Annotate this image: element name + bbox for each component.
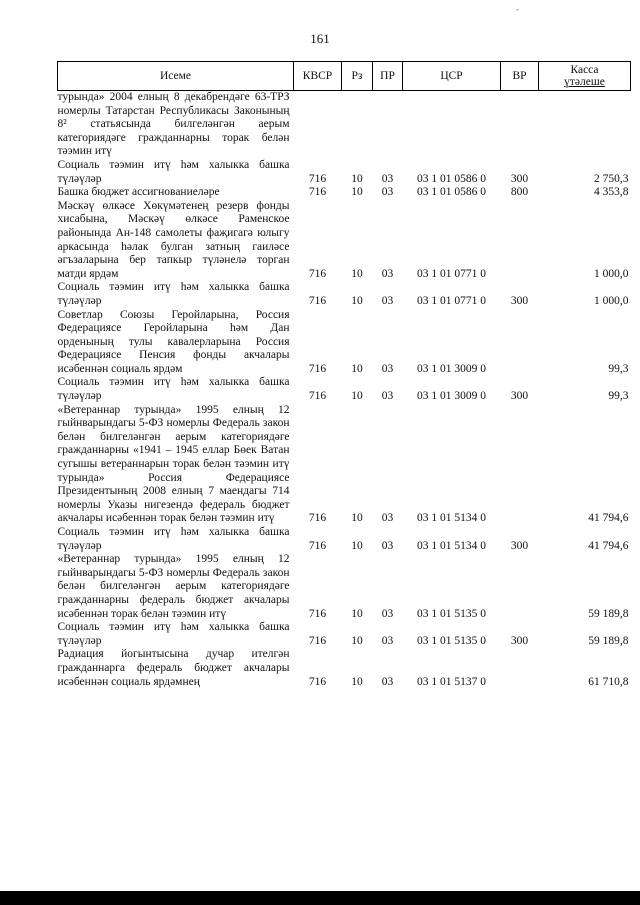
row-pr: 03 — [381, 186, 394, 199]
row-kvsr: 716 — [308, 390, 327, 403]
table-row — [58, 309, 631, 377]
row-name: «Ветераннар турында» 1995 елның 12 гыйнварындагы 5-ФЗ номерлы Федераль закон белән билгеләнгән аерым категориядәге гражданнарны федераль бюджет акчалары исәбеннән торак белән тәэмин итү — [57, 553, 290, 620]
scan-border-bottom — [0, 891, 640, 905]
row-rz: 10 — [351, 539, 363, 552]
row-name: Советлар Союзы Геройларына, Россия Федерациясе Геройларына һәм Дан орденының тулы кавалерларына Россия Федерациясе Пенсия фонды акчалары исәбеннән социаль ярдәм — [57, 308, 290, 375]
scan-corner-mark: ‑ — [516, 4, 519, 14]
row-name: Социаль тәэмин итү һәм халыкка башка түләүләр — [57, 281, 290, 307]
row-vr: 300 — [510, 634, 529, 647]
row-pr: 03 — [381, 634, 394, 647]
row-vr — [501, 553, 539, 621]
table-row — [58, 200, 631, 282]
row-amount: 99,3 — [608, 362, 629, 375]
row-amount: 99,3 — [608, 390, 629, 403]
row-csr: 03 1 01 3009 0 — [417, 390, 486, 403]
table-row — [58, 404, 631, 526]
row-amount: 4 353,8 — [594, 186, 629, 199]
row-amount: 41 794,6 — [588, 539, 629, 552]
row-kvsr: 716 — [308, 172, 327, 185]
row-amount: 1 000,0 — [594, 267, 629, 280]
header-kassa — [539, 62, 631, 91]
table-header-row — [58, 62, 631, 91]
row-pr: 03 — [381, 172, 394, 185]
table-row — [58, 91, 631, 159]
row-kvsr: 716 — [308, 362, 327, 375]
row-csr: 03 1 01 5134 0 — [417, 539, 486, 552]
row-csr: 03 1 01 5135 0 — [417, 607, 486, 620]
row-csr — [403, 91, 501, 159]
row-rz: 10 — [351, 390, 363, 403]
row-vr — [501, 648, 539, 689]
row-rz: 10 — [351, 634, 363, 647]
row-csr: 03 1 01 5134 0 — [417, 512, 486, 525]
row-amount: 41 794,6 — [588, 512, 629, 525]
table-row — [58, 281, 631, 308]
row-csr: 03 1 01 3009 0 — [417, 362, 486, 375]
row-csr: 03 1 01 0586 0 — [417, 172, 486, 185]
table-row — [58, 186, 631, 200]
header-kvsr: КВСР — [294, 62, 342, 91]
row-amount: 2 750,3 — [594, 172, 629, 185]
row-csr: 03 1 01 5135 0 — [417, 634, 486, 647]
row-rz: 10 — [351, 362, 363, 375]
header-vr: ВР — [501, 62, 539, 91]
row-rz: 10 — [351, 267, 363, 280]
row-csr: 03 1 01 0771 0 — [417, 267, 486, 280]
header-name: Исеме — [58, 62, 294, 91]
row-kvsr — [294, 91, 342, 159]
row-name: Мәскәү өлкәсе Хөкүмәтенең резерв фонды хисабына, Мәскәү өлкәсе Раменское районында Ан-148 самолеты фаҗигагә юлыгу аркасында һәлак булган затның гаиләсе әгъзаларына бер тапкыр түләнелә торган матди ярдәм — [57, 199, 290, 280]
row-name: Радиация йогынтысына дучар ителгән гражданнарга федераль бюджет акчалары исәбеннән социаль ярдәмнең — [57, 648, 290, 688]
row-pr: 03 — [381, 294, 394, 307]
header-pr: ПР — [373, 62, 403, 91]
header-csr: ЦСР — [403, 62, 501, 91]
row-vr — [501, 91, 539, 159]
row-pr: 03 — [381, 607, 394, 620]
row-vr: 800 — [510, 186, 529, 199]
row-vr: 300 — [510, 172, 529, 185]
row-amount — [539, 91, 631, 159]
row-vr: 300 — [510, 539, 529, 552]
row-rz — [342, 91, 373, 159]
row-name: Социаль тәэмин итү һәм халыкка башка түләүләр — [57, 621, 290, 647]
row-name: «Ветераннар турында» 1995 елның 12 гыйнварындагы 5-ФЗ номерлы Федераль закон белән билгеләнгән аерым категориядәге гражданнарны «1941 – 1945 еллар Бөек Ватан сугышы ветераннарын торак белән тәэмин итү турында» Россия Федерациясе Президентының 2008 елның 7 маендагы 714 номерлы Указы нигезендә федераль бюджет акчалары исәбеннән торак белән тәэмин итү — [57, 403, 290, 525]
row-csr: 03 1 01 5137 0 — [417, 675, 486, 688]
row-rz: 10 — [351, 675, 363, 688]
table-row — [58, 376, 631, 403]
row-pr: 03 — [381, 390, 394, 403]
table-row — [58, 621, 631, 648]
row-pr: 03 — [381, 539, 394, 552]
row-kvsr: 716 — [308, 186, 327, 199]
row-name: Социаль тәэмин итү һәм халыкка башка түләүләр — [57, 526, 290, 552]
row-amount: 61 710,8 — [588, 675, 629, 688]
row-rz: 10 — [351, 607, 363, 620]
row-name: Башка бюджет ассигнованиеләре — [57, 186, 220, 199]
row-pr — [373, 91, 403, 159]
table-body — [58, 91, 631, 690]
header-rz: Рз — [342, 62, 373, 91]
row-vr — [501, 404, 539, 526]
row-kvsr: 716 — [308, 539, 327, 552]
table-row — [58, 526, 631, 553]
row-kvsr: 716 — [308, 675, 327, 688]
row-amount: 59 189,8 — [588, 607, 629, 620]
row-kvsr: 716 — [308, 512, 327, 525]
row-name: Социаль тәэмин итү һәм халыкка башка түләүләр — [57, 376, 290, 403]
header-kassa-line1: Касса — [570, 64, 599, 76]
row-pr: 03 — [381, 267, 394, 280]
row-kvsr: 716 — [308, 607, 327, 620]
row-rz: 10 — [351, 512, 363, 525]
row-vr — [501, 309, 539, 377]
row-pr: 03 — [381, 362, 394, 375]
row-name: турында» 2004 елның 8 декабрендәге 63-ТРЗ номерлы Татарстан Республикасы Законының 8² статьясында билгеләнгән аерым категориядәге гражданнарны торак белән тәэмин итү — [57, 91, 290, 158]
header-kassa-line2: үтәлеше — [564, 76, 605, 88]
row-csr: 03 1 01 0771 0 — [417, 294, 486, 307]
row-vr — [501, 200, 539, 282]
row-pr: 03 — [381, 512, 394, 525]
table-row — [58, 159, 631, 186]
row-csr: 03 1 01 0586 0 — [417, 186, 486, 199]
row-rz: 10 — [351, 186, 363, 199]
row-name: Социаль тәэмин итү һәм халыкка башка түләүләр — [57, 158, 290, 185]
row-amount: 59 189,8 — [588, 634, 629, 647]
table-row — [58, 553, 631, 621]
row-rz: 10 — [351, 172, 363, 185]
row-kvsr: 716 — [308, 267, 327, 280]
table-row — [58, 648, 631, 689]
row-pr: 03 — [381, 675, 394, 688]
budget-table — [57, 61, 631, 689]
row-kvsr: 716 — [308, 294, 327, 307]
row-vr: 300 — [510, 294, 529, 307]
row-vr: 300 — [510, 390, 529, 403]
row-kvsr: 716 — [308, 634, 327, 647]
row-amount: 1 000,0 — [594, 294, 629, 307]
page-number: 161 — [310, 31, 330, 46]
row-rz: 10 — [351, 294, 363, 307]
